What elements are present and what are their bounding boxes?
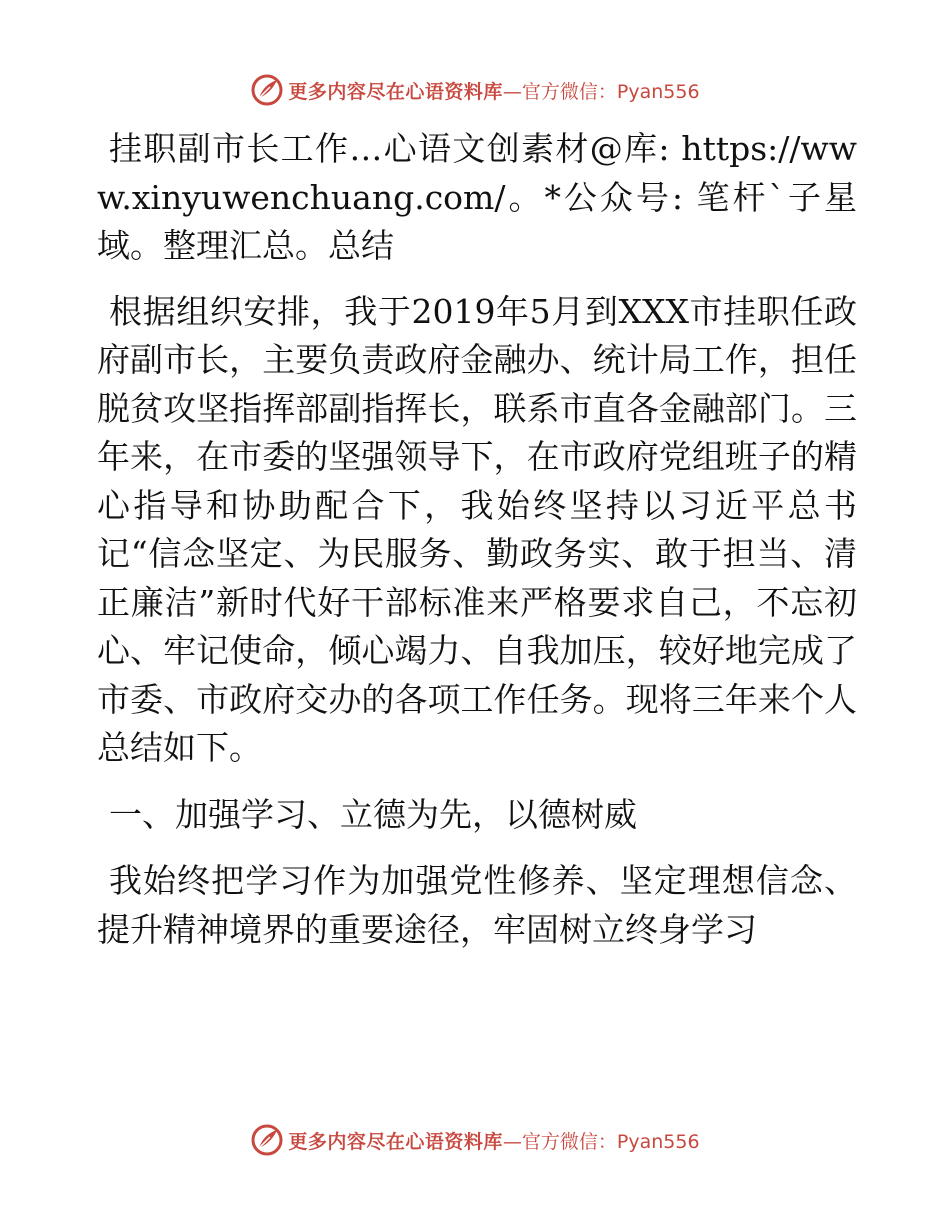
footer-banner (0, 1118, 950, 1162)
footer-contact: —官方微信：Pyan556 (502, 1130, 700, 1153)
header-contact: —官方微信：Pyan556 (502, 80, 700, 103)
feather-logo-icon (250, 1123, 284, 1157)
title-paragraph: 挂职副市长工作…心语文创素材@库: https://www.xinyuwenchuang.com/。*公众号: 笔杆`子星域。整理汇总。总结 (97, 129, 857, 265)
section-heading: 一、加强学习、立德为先，以德树威 (109, 794, 637, 834)
footer-slogan: 更多内容尽在心语资料库 (288, 1130, 503, 1153)
document-body (97, 125, 857, 954)
section-paragraph: 我始终把学习作为加强党性修养、坚定理想信念、提升精神境界的重要途径，牢固树立终身学习 (97, 861, 857, 949)
header-slogan: 更多内容尽在心语资料库 (288, 80, 503, 103)
feather-logo-icon (250, 73, 284, 107)
intro-paragraph: 根据组织安排，我于2019年5月到XXX市挂职任政府副市长，主要负责政府金融办、统计局工作，担任脱贫攻坚指挥部副指挥长，联系市直各金融部门。三年来，在市委的坚强领导下，在市政府党组班子的精心指导和协助配合下，我始终坚持以习近平总书记“信念坚定、为民服务、勤政务实、敢于担当、清正廉洁”新时代好干部标准来严格要求自己，不忘初心、牢记使命，倾心竭力、自我加压，较好地完成了市委、市政府交办的各项工作任务。现将三年来个人总结如下。 (97, 291, 857, 767)
header-banner (0, 68, 950, 112)
